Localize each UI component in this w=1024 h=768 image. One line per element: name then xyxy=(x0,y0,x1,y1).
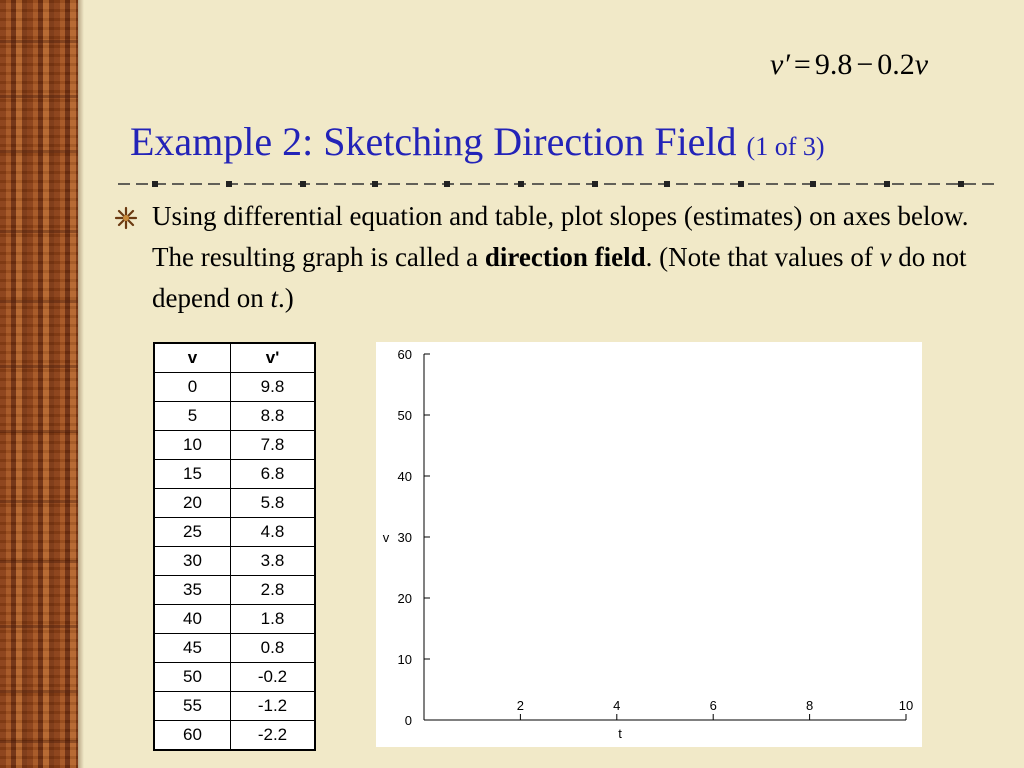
table-cell-v: 0 xyxy=(154,373,231,402)
x-axis-label: t xyxy=(618,726,622,741)
table-cell-v: 30 xyxy=(154,547,231,576)
table-cell-vprime: -2.2 xyxy=(231,721,316,751)
wood-grain-mark xyxy=(0,625,78,628)
table-cell-vprime: 8.8 xyxy=(231,402,316,431)
table-cell-vprime: 6.8 xyxy=(231,460,316,489)
table-cell-vprime: 0.8 xyxy=(231,634,316,663)
table-cell-v: 55 xyxy=(154,692,231,721)
title-divider xyxy=(118,178,998,190)
wood-grain-mark xyxy=(0,430,78,433)
table-row xyxy=(154,576,315,605)
table-row xyxy=(154,605,315,634)
x-tick-label: 10 xyxy=(898,698,914,713)
decorative-wood-strip xyxy=(0,0,78,768)
table-row xyxy=(154,431,315,460)
wood-grain-mark xyxy=(0,40,78,43)
direction-field-plot xyxy=(376,342,922,747)
table-cell-vprime: 9.8 xyxy=(231,373,316,402)
table-row xyxy=(154,663,315,692)
bullet-text-bold: direction field xyxy=(484,242,646,272)
wood-grain-mark xyxy=(0,150,78,153)
x-tick-label: 6 xyxy=(709,698,717,713)
table-cell-v: 50 xyxy=(154,663,231,692)
y-axis-label: v xyxy=(382,530,390,545)
table-header-v: v xyxy=(154,343,231,373)
x-ticks xyxy=(517,698,913,720)
strip-shadow xyxy=(78,0,84,768)
table-row xyxy=(154,721,315,751)
y-tick-label: 60 xyxy=(397,347,412,362)
table-cell-v: 20 xyxy=(154,489,231,518)
equation-minus: − xyxy=(856,48,874,81)
table-row xyxy=(154,373,315,402)
plot-svg xyxy=(376,342,922,747)
equation-constant: 9.8 xyxy=(814,48,853,81)
wood-grain-mark xyxy=(0,230,78,233)
wood-grain-mark xyxy=(0,365,78,368)
slide-title-sub: (1 of 3) xyxy=(746,132,825,161)
equation-variable: v xyxy=(914,48,929,81)
bullet-text-part4: .) xyxy=(277,283,294,313)
table-header-vprime: v' xyxy=(231,343,316,373)
y-tick-label: 40 xyxy=(397,469,412,484)
table-cell-v: 5 xyxy=(154,402,231,431)
slide-title xyxy=(130,118,825,165)
y-tick-label: 20 xyxy=(397,591,412,606)
table-cell-v: 60 xyxy=(154,721,231,751)
table-cell-vprime: 5.8 xyxy=(231,489,316,518)
equation-equals: = xyxy=(793,48,811,81)
y-ticks xyxy=(398,347,430,728)
x-tick-label: 8 xyxy=(805,698,814,713)
table-row xyxy=(154,518,315,547)
y-tick-label: 30 xyxy=(397,530,412,545)
bullet-text-italic-t: t xyxy=(270,283,278,313)
wood-grain-mark xyxy=(0,740,78,743)
table-cell-vprime: -0.2 xyxy=(231,663,316,692)
table-cell-vprime: 3.8 xyxy=(231,547,316,576)
star-bullet-icon xyxy=(114,206,138,230)
bullet-text-part3: do not depend on xyxy=(152,242,967,313)
table-cell-v: 10 xyxy=(154,431,231,460)
equation xyxy=(770,48,970,82)
equation-lhs: v′ xyxy=(770,48,790,81)
table-cell-vprime: 1.8 xyxy=(231,605,316,634)
table-cell-v: 40 xyxy=(154,605,231,634)
table-row xyxy=(154,402,315,431)
table-cell-vprime: 4.8 xyxy=(231,518,316,547)
values-table xyxy=(153,342,316,751)
slide-title-main: Example 2: Sketching Direction Field xyxy=(130,119,737,164)
y-tick-label: 50 xyxy=(397,408,412,423)
table-cell-vprime: -1.2 xyxy=(231,692,316,721)
bullet-text-part1: Using differential equation and table, plot slopes (estimates) on axes below. The resulting graph is called a xyxy=(152,201,969,272)
table-cell-v: 25 xyxy=(154,518,231,547)
wood-grain-mark xyxy=(0,95,78,98)
table-header-row xyxy=(154,343,315,373)
x-tick-label: 2 xyxy=(516,698,525,713)
bullet-text-italic-v: v xyxy=(879,242,892,272)
wood-grain-mark xyxy=(0,560,78,563)
wood-grain-mark xyxy=(0,690,78,693)
table-row xyxy=(154,460,315,489)
table-cell-v: 35 xyxy=(154,576,231,605)
x-tick-label: 4 xyxy=(613,698,621,713)
table-cell-vprime: 2.8 xyxy=(231,576,316,605)
table-cell-v: 45 xyxy=(154,634,231,663)
wood-grain-mark xyxy=(0,300,78,303)
table-row xyxy=(154,634,315,663)
bullet-text-part2: . (Note that values of xyxy=(645,242,880,272)
equation-coefficient: 0.2 xyxy=(877,48,915,81)
table-row xyxy=(154,547,315,576)
y-tick-label: 10 xyxy=(397,652,412,667)
table-row xyxy=(154,692,315,721)
table-row xyxy=(154,489,315,518)
y-tick-label: 0 xyxy=(404,713,412,728)
wood-grain-mark xyxy=(0,500,78,503)
table-cell-vprime: 7.8 xyxy=(231,431,316,460)
bullet-text xyxy=(152,196,992,319)
table-cell-v: 15 xyxy=(154,460,231,489)
